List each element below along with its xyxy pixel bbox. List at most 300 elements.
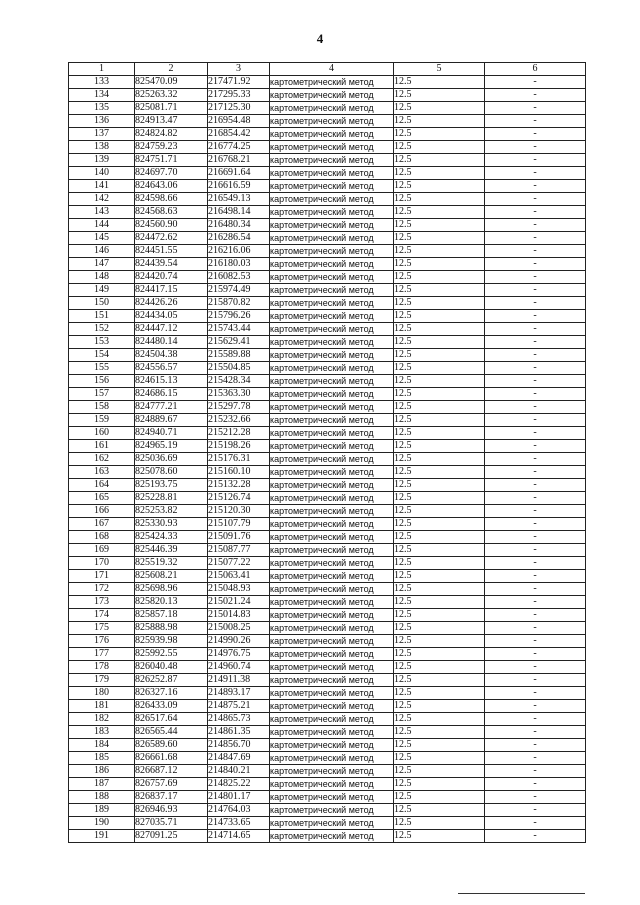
description-cell: - <box>485 518 586 531</box>
method-cell: картометрический метод <box>270 284 394 297</box>
table-row <box>69 401 586 414</box>
method-cell: картометрический метод <box>270 726 394 739</box>
precision-cell: 12.5 <box>394 206 485 219</box>
precision-cell: 12.5 <box>394 362 485 375</box>
precision-cell: 12.5 <box>394 388 485 401</box>
y-coordinate-cell: 216954.48 <box>208 115 270 128</box>
description-cell: - <box>485 648 586 661</box>
method-cell: картометрический метод <box>270 648 394 661</box>
coordinates-table <box>68 62 586 843</box>
method-cell: картометрический метод <box>270 635 394 648</box>
precision-cell: 12.5 <box>394 193 485 206</box>
table-row <box>69 180 586 193</box>
y-coordinate-cell: 216480.34 <box>208 219 270 232</box>
description-cell: - <box>485 414 586 427</box>
point-number-cell: 163 <box>69 466 135 479</box>
precision-cell: 12.5 <box>394 128 485 141</box>
x-coordinate-cell: 825446.39 <box>135 544 208 557</box>
precision-cell: 12.5 <box>394 518 485 531</box>
x-coordinate-cell: 824598.66 <box>135 193 208 206</box>
x-coordinate-cell: 825888.98 <box>135 622 208 635</box>
table-row <box>69 687 586 700</box>
x-coordinate-cell: 825519.32 <box>135 557 208 570</box>
point-number-cell: 161 <box>69 440 135 453</box>
method-cell: картометрический метод <box>270 336 394 349</box>
description-cell: - <box>485 141 586 154</box>
method-cell: картометрический метод <box>270 765 394 778</box>
y-coordinate-cell: 215629.41 <box>208 336 270 349</box>
method-cell: картометрический метод <box>270 401 394 414</box>
method-cell: картометрический метод <box>270 622 394 635</box>
description-cell: - <box>485 167 586 180</box>
point-number-cell: 151 <box>69 310 135 323</box>
precision-cell: 12.5 <box>394 401 485 414</box>
x-coordinate-cell: 824759.23 <box>135 141 208 154</box>
precision-cell: 12.5 <box>394 76 485 89</box>
precision-cell: 12.5 <box>394 479 485 492</box>
method-cell: картометрический метод <box>270 817 394 830</box>
point-number-cell: 175 <box>69 622 135 635</box>
description-cell: - <box>485 180 586 193</box>
point-number-cell: 166 <box>69 505 135 518</box>
table-row <box>69 466 586 479</box>
table-row <box>69 453 586 466</box>
table-row <box>69 544 586 557</box>
table-row <box>69 232 586 245</box>
precision-cell: 12.5 <box>394 570 485 583</box>
method-cell: картометрический метод <box>270 258 394 271</box>
x-coordinate-cell: 824417.15 <box>135 284 208 297</box>
method-cell: картометрический метод <box>270 141 394 154</box>
y-coordinate-cell: 217295.33 <box>208 89 270 102</box>
column-header: 4 <box>270 63 394 76</box>
y-coordinate-cell: 215048.93 <box>208 583 270 596</box>
x-coordinate-cell: 826661.68 <box>135 752 208 765</box>
point-number-cell: 158 <box>69 401 135 414</box>
x-coordinate-cell: 824472.62 <box>135 232 208 245</box>
point-number-cell: 152 <box>69 323 135 336</box>
point-number-cell: 186 <box>69 765 135 778</box>
point-number-cell: 140 <box>69 167 135 180</box>
precision-cell: 12.5 <box>394 102 485 115</box>
point-number-cell: 182 <box>69 713 135 726</box>
y-coordinate-cell: 215008.25 <box>208 622 270 635</box>
table-row <box>69 492 586 505</box>
table-row <box>69 622 586 635</box>
method-cell: картометрический метод <box>270 375 394 388</box>
x-coordinate-cell: 825081.71 <box>135 102 208 115</box>
precision-cell: 12.5 <box>394 336 485 349</box>
y-coordinate-cell: 215232.66 <box>208 414 270 427</box>
description-cell: - <box>485 232 586 245</box>
description-cell: - <box>485 271 586 284</box>
x-coordinate-cell: 824697.70 <box>135 167 208 180</box>
x-coordinate-cell: 826252.87 <box>135 674 208 687</box>
description-cell: - <box>485 466 586 479</box>
x-coordinate-cell: 826565.44 <box>135 726 208 739</box>
x-coordinate-cell: 824439.54 <box>135 258 208 271</box>
y-coordinate-cell: 215589.88 <box>208 349 270 362</box>
precision-cell: 12.5 <box>394 154 485 167</box>
table-row <box>69 323 586 336</box>
method-cell: картометрический метод <box>270 245 394 258</box>
precision-cell: 12.5 <box>394 713 485 726</box>
description-cell: - <box>485 76 586 89</box>
description-cell: - <box>485 544 586 557</box>
y-coordinate-cell: 214764.03 <box>208 804 270 817</box>
y-coordinate-cell: 214976.75 <box>208 648 270 661</box>
y-coordinate-cell: 217471.92 <box>208 76 270 89</box>
method-cell: картометрический метод <box>270 674 394 687</box>
description-cell: - <box>485 700 586 713</box>
description-cell: - <box>485 492 586 505</box>
precision-cell: 12.5 <box>394 297 485 310</box>
table-row <box>69 245 586 258</box>
footer-rule <box>458 893 585 894</box>
description-cell: - <box>485 388 586 401</box>
description-cell: - <box>485 635 586 648</box>
point-number-cell: 134 <box>69 89 135 102</box>
x-coordinate-cell: 826687.12 <box>135 765 208 778</box>
method-cell: картометрический метод <box>270 557 394 570</box>
point-number-cell: 178 <box>69 661 135 674</box>
table-row <box>69 362 586 375</box>
point-number-cell: 156 <box>69 375 135 388</box>
description-cell: - <box>485 427 586 440</box>
point-number-cell: 136 <box>69 115 135 128</box>
y-coordinate-cell: 217125.30 <box>208 102 270 115</box>
precision-cell: 12.5 <box>394 635 485 648</box>
point-number-cell: 150 <box>69 297 135 310</box>
method-cell: картометрический метод <box>270 479 394 492</box>
description-cell: - <box>485 375 586 388</box>
description-cell: - <box>485 102 586 115</box>
table-row <box>69 310 586 323</box>
description-cell: - <box>485 128 586 141</box>
precision-cell: 12.5 <box>394 271 485 284</box>
table-row <box>69 531 586 544</box>
table-row <box>69 440 586 453</box>
method-cell: картометрический метод <box>270 297 394 310</box>
y-coordinate-cell: 216549.13 <box>208 193 270 206</box>
column-header: 6 <box>485 63 586 76</box>
table-row <box>69 635 586 648</box>
method-cell: картометрический метод <box>270 752 394 765</box>
x-coordinate-cell: 825193.75 <box>135 479 208 492</box>
table-row <box>69 830 586 843</box>
description-cell: - <box>485 765 586 778</box>
y-coordinate-cell: 215077.22 <box>208 557 270 570</box>
table-row <box>69 505 586 518</box>
method-cell: картометрический метод <box>270 596 394 609</box>
point-number-cell: 143 <box>69 206 135 219</box>
description-cell: - <box>485 557 586 570</box>
precision-cell: 12.5 <box>394 258 485 271</box>
x-coordinate-cell: 824504.38 <box>135 349 208 362</box>
description-cell: - <box>485 622 586 635</box>
precision-cell: 12.5 <box>394 440 485 453</box>
table-row <box>69 258 586 271</box>
y-coordinate-cell: 215087.77 <box>208 544 270 557</box>
precision-cell: 12.5 <box>394 609 485 622</box>
description-cell: - <box>485 349 586 362</box>
description-cell: - <box>485 219 586 232</box>
x-coordinate-cell: 824686.15 <box>135 388 208 401</box>
table-row <box>69 167 586 180</box>
x-coordinate-cell: 826757.69 <box>135 778 208 791</box>
point-number-cell: 170 <box>69 557 135 570</box>
point-number-cell: 138 <box>69 141 135 154</box>
description-cell: - <box>485 804 586 817</box>
precision-cell: 12.5 <box>394 687 485 700</box>
precision-cell: 12.5 <box>394 427 485 440</box>
table-row <box>69 271 586 284</box>
point-number-cell: 171 <box>69 570 135 583</box>
table-row <box>69 154 586 167</box>
x-coordinate-cell: 824560.90 <box>135 219 208 232</box>
precision-cell: 12.5 <box>394 115 485 128</box>
point-number-cell: 173 <box>69 596 135 609</box>
precision-cell: 12.5 <box>394 804 485 817</box>
table-row <box>69 102 586 115</box>
table-row <box>69 76 586 89</box>
method-cell: картометрический метод <box>270 310 394 323</box>
precision-cell: 12.5 <box>394 414 485 427</box>
precision-cell: 12.5 <box>394 791 485 804</box>
method-cell: картометрический метод <box>270 531 394 544</box>
method-cell: картометрический метод <box>270 466 394 479</box>
precision-cell: 12.5 <box>394 622 485 635</box>
y-coordinate-cell: 214990.26 <box>208 635 270 648</box>
point-number-cell: 176 <box>69 635 135 648</box>
table-row <box>69 804 586 817</box>
y-coordinate-cell: 215132.28 <box>208 479 270 492</box>
precision-cell: 12.5 <box>394 674 485 687</box>
x-coordinate-cell: 825036.69 <box>135 453 208 466</box>
description-cell: - <box>485 89 586 102</box>
precision-cell: 12.5 <box>394 739 485 752</box>
table-row <box>69 479 586 492</box>
method-cell: картометрический метод <box>270 778 394 791</box>
table-row <box>69 791 586 804</box>
point-number-cell: 184 <box>69 739 135 752</box>
point-number-cell: 160 <box>69 427 135 440</box>
y-coordinate-cell: 215176.31 <box>208 453 270 466</box>
description-cell: - <box>485 752 586 765</box>
point-number-cell: 183 <box>69 726 135 739</box>
point-number-cell: 189 <box>69 804 135 817</box>
table-row <box>69 193 586 206</box>
precision-cell: 12.5 <box>394 349 485 362</box>
x-coordinate-cell: 824615.13 <box>135 375 208 388</box>
y-coordinate-cell: 216180.03 <box>208 258 270 271</box>
y-coordinate-cell: 214875.21 <box>208 700 270 713</box>
y-coordinate-cell: 214714.65 <box>208 830 270 843</box>
method-cell: картометрический метод <box>270 232 394 245</box>
table-row <box>69 752 586 765</box>
y-coordinate-cell: 215014.83 <box>208 609 270 622</box>
description-cell: - <box>485 336 586 349</box>
point-number-cell: 185 <box>69 752 135 765</box>
table-row <box>69 570 586 583</box>
x-coordinate-cell: 824889.67 <box>135 414 208 427</box>
table-row <box>69 583 586 596</box>
point-number-cell: 153 <box>69 336 135 349</box>
method-cell: картометрический метод <box>270 323 394 336</box>
method-cell: картометрический метод <box>270 544 394 557</box>
table-row <box>69 284 586 297</box>
y-coordinate-cell: 215126.74 <box>208 492 270 505</box>
description-cell: - <box>485 284 586 297</box>
description-cell: - <box>485 713 586 726</box>
method-cell: картометрический метод <box>270 739 394 752</box>
method-cell: картометрический метод <box>270 414 394 427</box>
precision-cell: 12.5 <box>394 167 485 180</box>
x-coordinate-cell: 824556.57 <box>135 362 208 375</box>
y-coordinate-cell: 214856.70 <box>208 739 270 752</box>
point-number-cell: 148 <box>69 271 135 284</box>
table-row <box>69 778 586 791</box>
table-row <box>69 141 586 154</box>
point-number-cell: 133 <box>69 76 135 89</box>
x-coordinate-cell: 825263.32 <box>135 89 208 102</box>
point-number-cell: 177 <box>69 648 135 661</box>
point-number-cell: 157 <box>69 388 135 401</box>
precision-cell: 12.5 <box>394 583 485 596</box>
precision-cell: 12.5 <box>394 141 485 154</box>
precision-cell: 12.5 <box>394 596 485 609</box>
point-number-cell: 145 <box>69 232 135 245</box>
x-coordinate-cell: 824426.26 <box>135 297 208 310</box>
description-cell: - <box>485 830 586 843</box>
method-cell: картометрический метод <box>270 713 394 726</box>
table-row <box>69 336 586 349</box>
column-header: 3 <box>208 63 270 76</box>
x-coordinate-cell: 826837.17 <box>135 791 208 804</box>
point-number-cell: 147 <box>69 258 135 271</box>
table-row <box>69 765 586 778</box>
y-coordinate-cell: 214847.69 <box>208 752 270 765</box>
y-coordinate-cell: 215743.44 <box>208 323 270 336</box>
x-coordinate-cell: 824965.19 <box>135 440 208 453</box>
precision-cell: 12.5 <box>394 661 485 674</box>
point-number-cell: 155 <box>69 362 135 375</box>
y-coordinate-cell: 216498.14 <box>208 206 270 219</box>
x-coordinate-cell: 824451.55 <box>135 245 208 258</box>
description-cell: - <box>485 323 586 336</box>
point-number-cell: 179 <box>69 674 135 687</box>
table-row <box>69 817 586 830</box>
x-coordinate-cell: 825424.33 <box>135 531 208 544</box>
table-row <box>69 726 586 739</box>
point-number-cell: 149 <box>69 284 135 297</box>
method-cell: картометрический метод <box>270 167 394 180</box>
table-row <box>69 219 586 232</box>
point-number-cell: 141 <box>69 180 135 193</box>
table-row <box>69 596 586 609</box>
y-coordinate-cell: 215063.41 <box>208 570 270 583</box>
y-coordinate-cell: 215504.85 <box>208 362 270 375</box>
description-cell: - <box>485 297 586 310</box>
description-cell: - <box>485 817 586 830</box>
y-coordinate-cell: 215870.82 <box>208 297 270 310</box>
y-coordinate-cell: 215974.49 <box>208 284 270 297</box>
table-row <box>69 674 586 687</box>
point-number-cell: 144 <box>69 219 135 232</box>
method-cell: картометрический метод <box>270 570 394 583</box>
x-coordinate-cell: 827035.71 <box>135 817 208 830</box>
method-cell: картометрический метод <box>270 102 394 115</box>
precision-cell: 12.5 <box>394 505 485 518</box>
table-row <box>69 375 586 388</box>
precision-cell: 12.5 <box>394 700 485 713</box>
point-number-cell: 169 <box>69 544 135 557</box>
table-row <box>69 128 586 141</box>
x-coordinate-cell: 824568.63 <box>135 206 208 219</box>
x-coordinate-cell: 825857.18 <box>135 609 208 622</box>
column-header: 1 <box>69 63 135 76</box>
x-coordinate-cell: 824751.71 <box>135 154 208 167</box>
y-coordinate-cell: 216216.06 <box>208 245 270 258</box>
y-coordinate-cell: 215297.78 <box>208 401 270 414</box>
description-cell: - <box>485 739 586 752</box>
x-coordinate-cell: 825253.82 <box>135 505 208 518</box>
table-row <box>69 739 586 752</box>
point-number-cell: 168 <box>69 531 135 544</box>
point-number-cell: 180 <box>69 687 135 700</box>
point-number-cell: 188 <box>69 791 135 804</box>
y-coordinate-cell: 216082.53 <box>208 271 270 284</box>
precision-cell: 12.5 <box>394 323 485 336</box>
point-number-cell: 191 <box>69 830 135 843</box>
y-coordinate-cell: 214911.38 <box>208 674 270 687</box>
method-cell: картометрический метод <box>270 492 394 505</box>
method-cell: картометрический метод <box>270 388 394 401</box>
method-cell: картометрический метод <box>270 518 394 531</box>
table-row <box>69 206 586 219</box>
x-coordinate-cell: 826589.60 <box>135 739 208 752</box>
description-cell: - <box>485 570 586 583</box>
method-cell: картометрический метод <box>270 89 394 102</box>
y-coordinate-cell: 214861.35 <box>208 726 270 739</box>
method-cell: картометрический метод <box>270 583 394 596</box>
table-row <box>69 115 586 128</box>
method-cell: картометрический метод <box>270 700 394 713</box>
x-coordinate-cell: 825078.60 <box>135 466 208 479</box>
description-cell: - <box>485 193 586 206</box>
precision-cell: 12.5 <box>394 232 485 245</box>
precision-cell: 12.5 <box>394 557 485 570</box>
table-row <box>69 388 586 401</box>
table-header-row <box>69 63 586 76</box>
precision-cell: 12.5 <box>394 466 485 479</box>
table-row <box>69 661 586 674</box>
method-cell: картометрический метод <box>270 349 394 362</box>
y-coordinate-cell: 215120.30 <box>208 505 270 518</box>
point-number-cell: 162 <box>69 453 135 466</box>
y-coordinate-cell: 216768.21 <box>208 154 270 167</box>
description-cell: - <box>485 505 586 518</box>
point-number-cell: 187 <box>69 778 135 791</box>
y-coordinate-cell: 215363.30 <box>208 388 270 401</box>
description-cell: - <box>485 310 586 323</box>
precision-cell: 12.5 <box>394 180 485 193</box>
method-cell: картометрический метод <box>270 180 394 193</box>
y-coordinate-cell: 216691.64 <box>208 167 270 180</box>
description-cell: - <box>485 596 586 609</box>
precision-cell: 12.5 <box>394 648 485 661</box>
precision-cell: 12.5 <box>394 830 485 843</box>
